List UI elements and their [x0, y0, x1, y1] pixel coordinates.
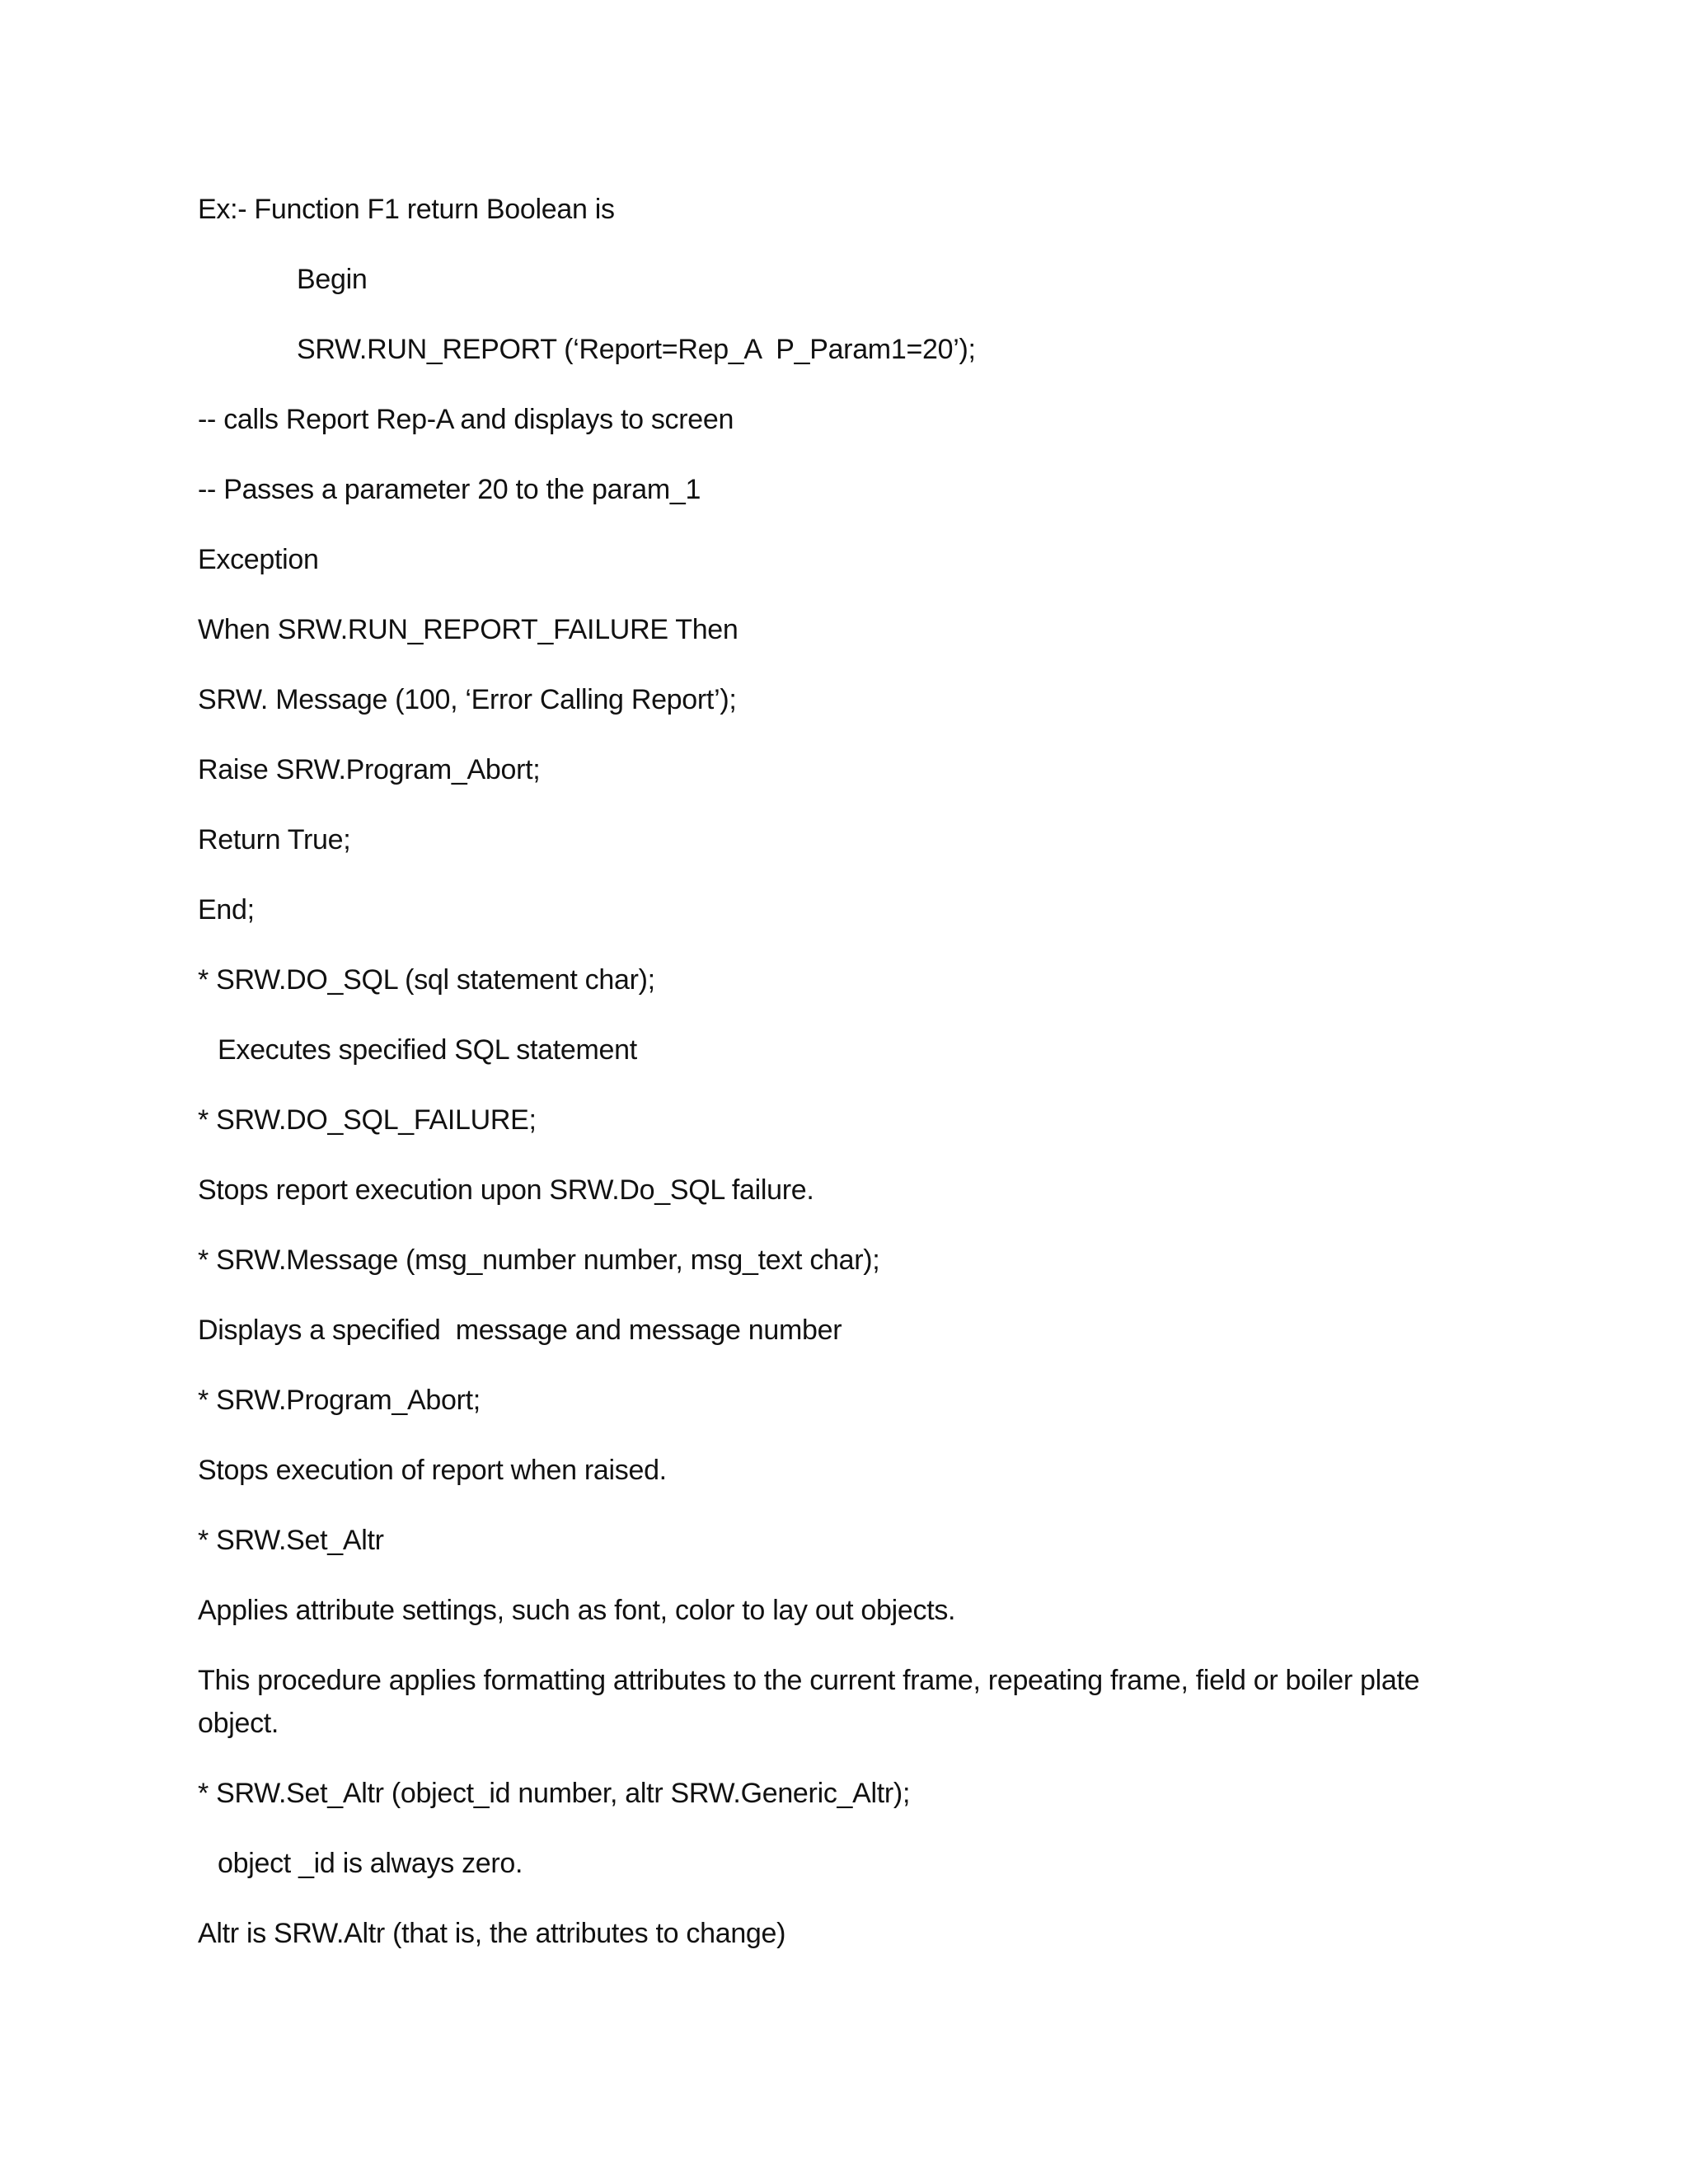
do-sql-description: Executes specified SQL statement: [218, 1034, 637, 1066]
return-line: Return True;: [198, 824, 351, 855]
set-altr-signature-heading: * SRW.Set_Altr (object_id number, altr SRW.Generic_Altr);: [198, 1778, 911, 1809]
set-altr-description: Applies attribute settings, such as font, color to lay out objects.: [198, 1595, 956, 1626]
set-altr-heading: * SRW.Set_Altr: [198, 1525, 384, 1556]
message-heading: * SRW.Message (msg_number number, msg_text char);: [198, 1244, 880, 1276]
when-clause-line: When SRW.RUN_REPORT_FAILURE Then: [198, 614, 738, 645]
begin-line: Begin: [297, 264, 368, 295]
altr-note: Altr is SRW.Altr (that is, the attributes to change): [198, 1918, 786, 1949]
exception-line: Exception: [198, 544, 319, 575]
run-report-call-line: SRW.RUN_REPORT (‘Report=Rep_A P_Param1=20’);: [297, 334, 976, 365]
set-altr-detail-paragraph: This procedure applies formatting attributes to the current frame, repeating frame, field or boiler plate object.: [198, 1665, 1420, 1739]
do-sql-failure-description: Stops report execution upon SRW.Do_SQL failure.: [198, 1174, 814, 1206]
message-call-line: SRW. Message (100, ‘Error Calling Report’);: [198, 684, 737, 715]
raise-line: Raise SRW.Program_Abort;: [198, 754, 541, 785]
program-abort-description: Stops execution of report when raised.: [198, 1455, 667, 1486]
message-description: Displays a specified message and message number: [198, 1315, 842, 1346]
function-declaration-line: Ex:- Function F1 return Boolean is: [198, 194, 615, 225]
comment-line: -- calls Report Rep-A and displays to screen: [198, 404, 734, 435]
do-sql-failure-heading: * SRW.DO_SQL_FAILURE;: [198, 1104, 537, 1136]
document-body: [198, 188, 1484, 1982]
object-id-note: object _id is always zero.: [218, 1848, 523, 1879]
program-abort-heading: * SRW.Program_Abort;: [198, 1385, 481, 1416]
do-sql-heading: * SRW.DO_SQL (sql statement char);: [198, 964, 655, 996]
end-line: End;: [198, 894, 255, 926]
comment-line: -- Passes a parameter 20 to the param_1: [198, 474, 701, 505]
